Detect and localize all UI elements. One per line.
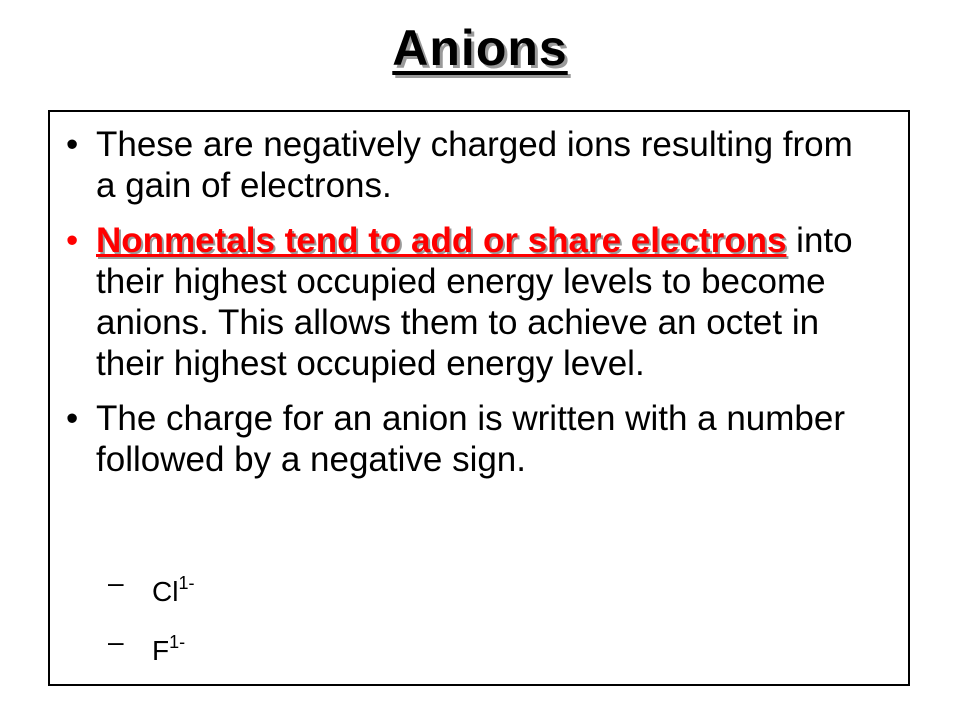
bullet-dot-icon: • [66,399,79,438]
bullet-text: into their highest occupied energy levels to become anions. This allows them to achieve an octet in their highest occupied energy level. [96,221,853,383]
bullet-charge [60,398,880,480]
example-chloride [108,566,194,609]
bullet-list [60,124,880,494]
bullet-dot-icon: • [66,125,79,164]
bullet-nonmetals [60,220,880,384]
slide-title: Anions [392,20,568,76]
bullet-text: These are negatively charged ions resulting from a gain of electrons. [96,125,853,205]
bullet-text: The charge for an anion is written with a number followed by a negative sign. [96,399,845,479]
bullet-dot-icon: • [66,221,79,260]
ion-charge: 1- [169,632,186,652]
content-box [48,110,910,686]
ion-charge: 1- [178,573,195,593]
emphasis-text: Nonmetals tend to add or share electrons [96,221,787,260]
dash-icon: – [108,567,124,598]
element-symbol: F [152,635,170,666]
bullet-definition [60,124,880,206]
element-symbol: Cl [152,576,179,607]
example-list [108,566,194,684]
dash-icon: – [108,626,124,657]
example-fluoride [108,625,194,668]
